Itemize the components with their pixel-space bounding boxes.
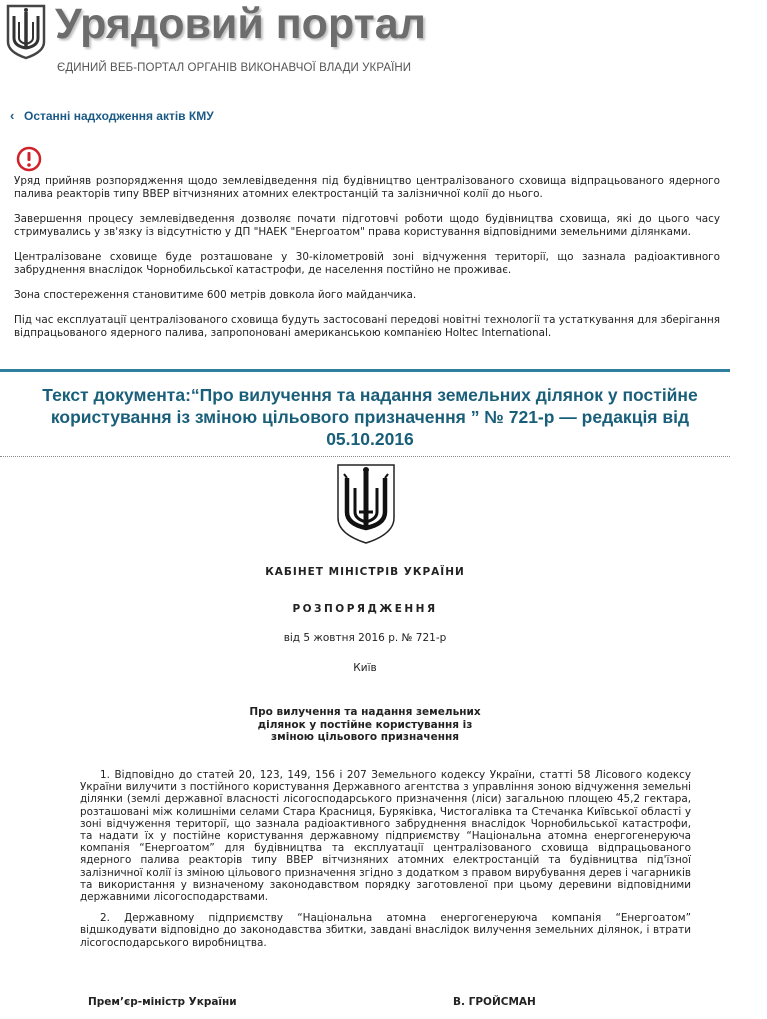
notice-text [14,175,720,352]
back-to-latest-acts-link[interactable] [10,108,214,123]
document-paragraph [80,769,691,903]
chevron-left-icon: ‹ [10,108,15,123]
notice-paragraph: Завершення процесу землевідведення дозволяє почати підготовчі роботи щодо будівництва сховища, які до цього часу стримувались у зв'язку із відсутністю у ДП "НАЕК "Енергоатом" права користування відповідними земельними ділянками. [14,213,720,238]
document-type: РОЗПОРЯДЖЕННЯ [292,603,438,615]
back-link-label: Останні надходження актів КМУ [24,108,214,123]
coat-of-arms-icon [335,462,397,546]
signature-name: В. ГРОЙСМАН [453,996,536,1008]
site-header [0,0,767,90]
document-body [80,769,691,949]
portal-subtitle: ЄДИНИЙ ВЕБ-ПОРТАЛ ОРГАНІВ ВИКОНАВЧОЇ ВЛАДИ УКРАЇНИ [57,62,412,74]
notice-paragraph: Зона спостереження становитиме 600 метрів довкола його майданчика. [14,289,417,301]
trident-icon[interactable] [5,4,47,60]
notice-paragraph: Під час експлуатації централізованого сховища будуть застосовані передові новітні технології та устаткування для зберігання відпрацьованого ядерного палива, запропоновані американською компанією Holtec International. [14,314,721,339]
subject-line: Про вилучення та надання земельних [249,706,481,718]
dotted-divider [0,456,730,457]
section-divider [0,369,730,372]
document-city: Київ [353,662,377,674]
subject-line: зміною цільового призначення [271,731,459,743]
paragraph-text: 2. Державному підприємству “Національна атомна енергогенеруюча компанія “Енергоатом” відшкодувати відповідно до законодавства збитки, завдані внаслідок вилучення земельних ділянок, і втрати лісогосподарського виробництва. [80,912,691,949]
document-subject [0,706,730,744]
signature-title: Прем’єр-міністр України [88,996,237,1008]
document-paragraph [80,912,691,949]
notice-paragraph: Централізоване сховище буде розташоване у 30-кілометровій зоні відчуження території, що зазнала радіоактивного забруднення внаслідок Чорнобильської катастрофи, де населення постійно не проживає. [14,251,720,276]
issuer-name: КАБІНЕТ МІНІСТРІВ УКРАЇНИ [265,566,465,578]
document-title: Текст документа:“Про вилучення та надання земельних ділянок у постійне користування із зміною цільового призначення ” № 721-р — редакція від 05.10.2016 [42,385,698,449]
paragraph-text: 1. Відповідно до статей 20, 123, 149, 156 і 207 Земельного кодексу України, статті 58 Лісового кодексу України вилучити з постійного користування Державного агентства з управління зоною відчуження земельні ділянки (землі державної власності лісогосподарського призначення (ліси) загальною площею 45,2 гектара, розташовані між колишніми селами Стара Красниця, Буряківка, Чистогалівка та Стечанка Київської області у зоні відчуження території, що зазнала радіоактивного забруднення внаслідок Чорнобильської катастрофи, та надати їх у постійне користування державному підприємству “Національна атомна енергогенеруюча компанія “Енергоатом” для будівництва та експлуатації централізованого сховища відпрацьованого ядерного палива реакторів типу ВВЕР вітчизняних атомних електростанцій та будівництва під'їзної залізничної колії із зміною цільового призначення згідно з додатком з правом вирубування дерев і чагарників та використання у визначеному законодавством порядку заготовленої при цьому деревини відповідними державними лісогосподарствами. [80,769,691,904]
notice-paragraph: Уряд прийняв розпорядження щодо землевідведення під будівництво централізованого сховища відпрацьованого ядерного палива реакторів типу ВВЕР вітчизняних атомних електростанцій та залізничної колії до нього. [14,175,720,200]
portal-title[interactable]: Урядовий портал [55,0,426,48]
document-date: від 5 жовтня 2016 р. № 721-р [283,632,447,644]
exclamation-circle-icon [16,146,42,172]
subject-line: ділянок у постійне користування із [257,718,473,731]
